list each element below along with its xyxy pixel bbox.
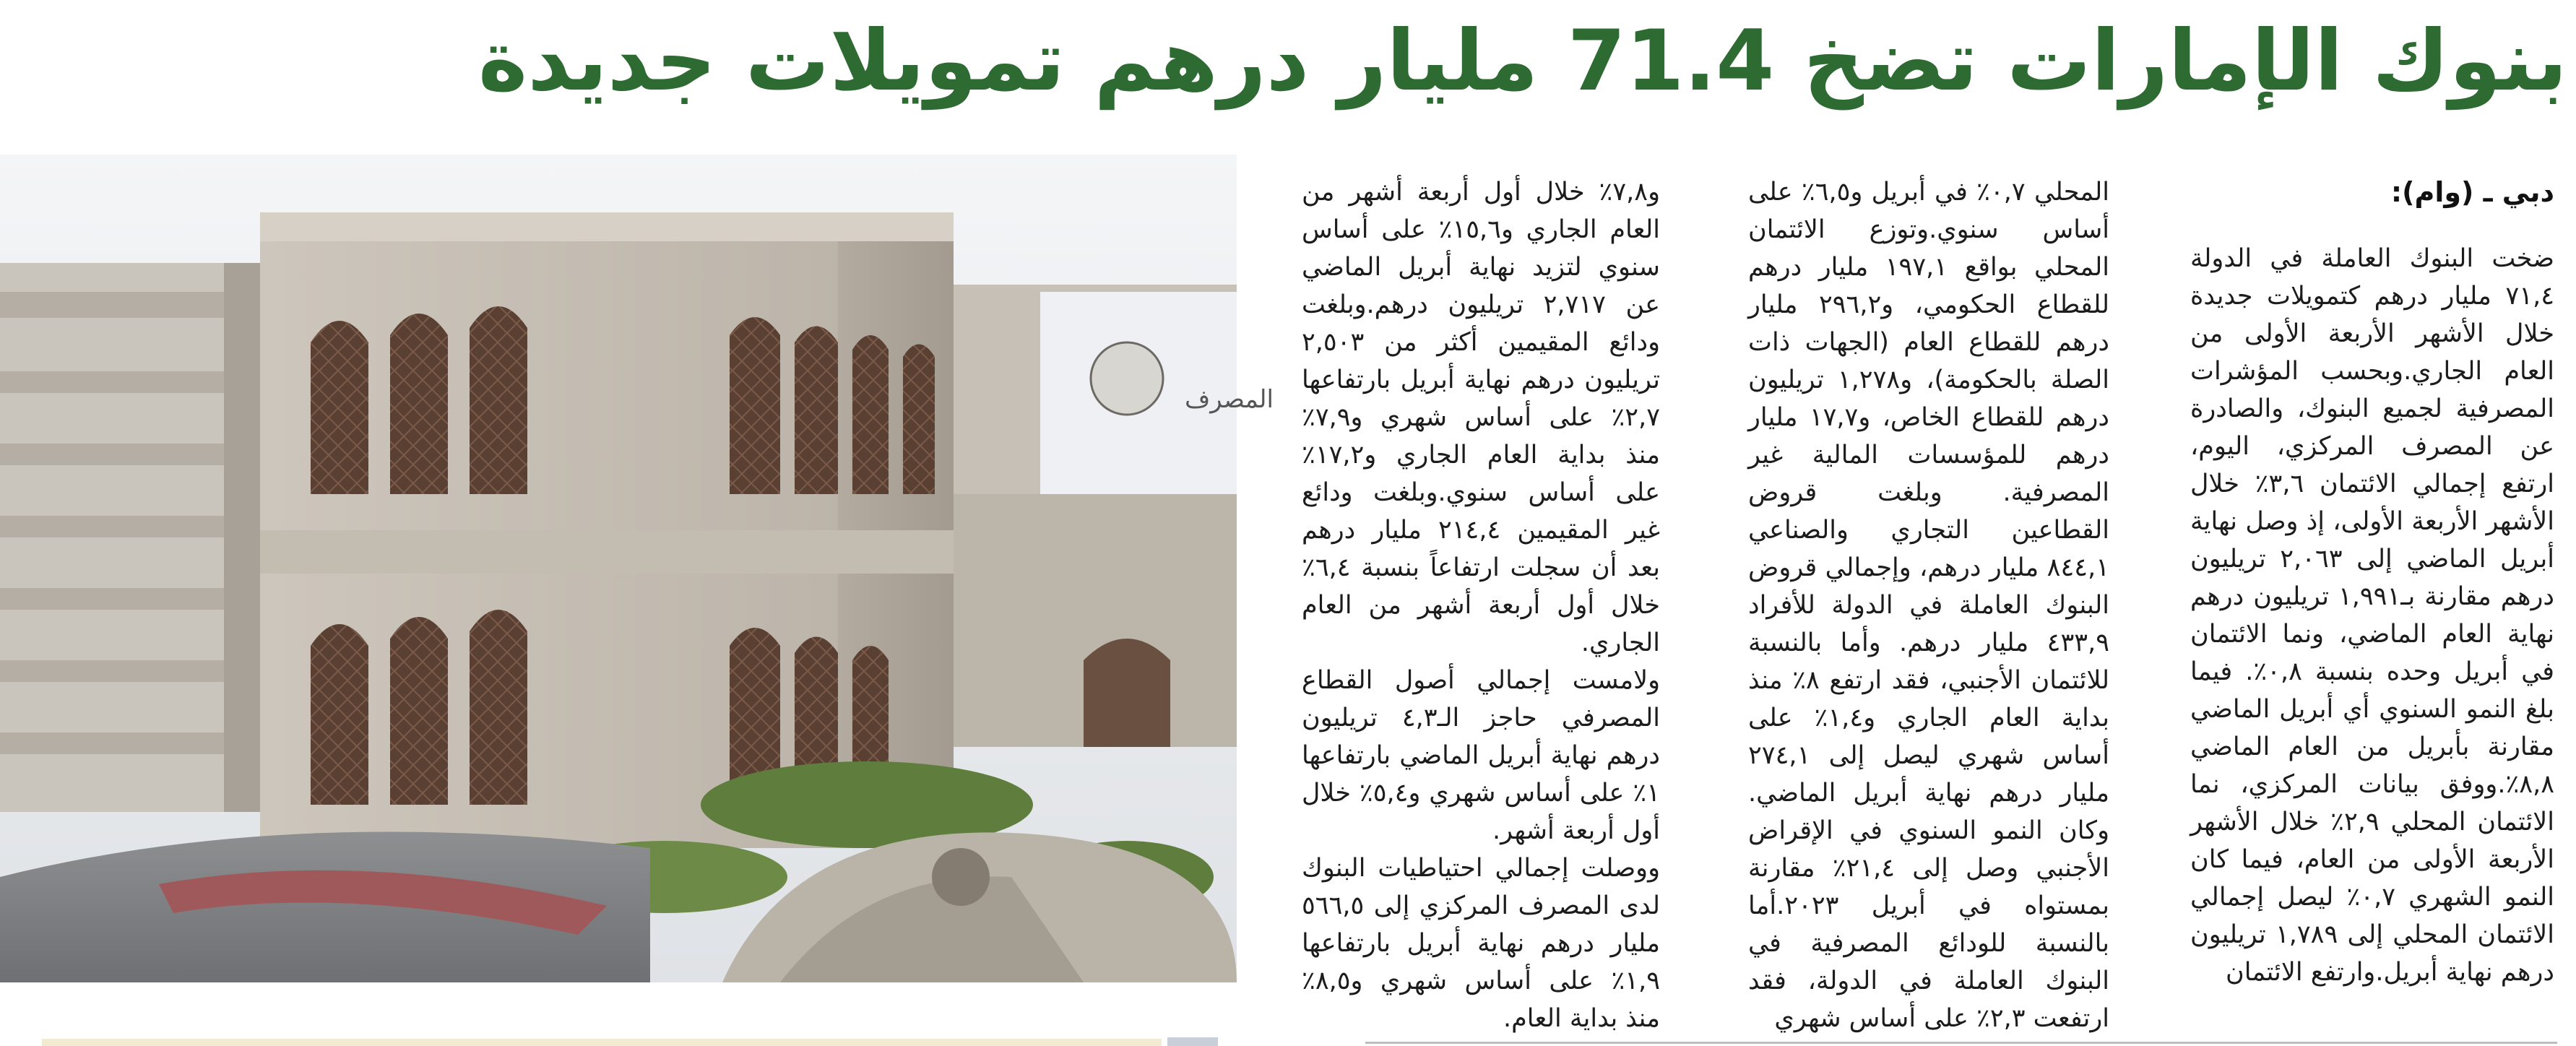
- article-column-2: [1748, 173, 2110, 1033]
- bottom-divider-rule: [1365, 1042, 2557, 1044]
- central-bank-building-photo: [0, 155, 1274, 982]
- dateline: دبي ـ (وام):: [2390, 176, 2554, 208]
- article-column-1: [2190, 173, 2554, 997]
- column-2-text: المحلي ٠,٧٪ في أبريل و٦,٥٪ على أساس سنوي.وتوزع الائتمان المحلي بواقع ١٩٧,١ مليار درهم للقطاع الحكومي، و٢٩٦,٢ مليار درهم للقطاع العام (الجهات ذات الصلة بالحكومة)، و١,٢٧٨ تريليون درهم للقطاع الخاص، و١٧,٧ مليار درهم للمؤسسات المالية غير المصرفية. وبلغت قروض القطاعين التجاري والصناعي ٨٤٤,١ مليار درهم، وإجمالي قروض البنوك العاملة في الدولة للأفراد ٤٣٣,٩ مليار درهم. وأما بالنسبة للائتمان الأجنبي، فقد ارتفع ٨٪ منذ بداية العام الجاري و١,٤٪ على أساس شهري ليصل إلى ٢٧٤,١ مليار درهم نهاية أبريل الماضي. وكان النمو السنوي في الإقراض الأجنبي وصل إلى ٢١,٤٪ مقارنة بمستواه في أبريل ٢٠٢٣.أما بالنسبة للودائع المصرفية في البنوك العاملة في الدولة، فقد ارتفعت ٢,٣٪ على أساس شهري: [1748, 178, 2110, 1033]
- main-building: [260, 212, 954, 848]
- left-building: [0, 263, 275, 812]
- article-column-3: [1302, 173, 1661, 1033]
- bottom-banner-strip: [42, 1039, 1162, 1046]
- column-3-paragraph-3: ووصلت إجمالي احتياطيات البنوك لدى المصرف المركزي إلى ٥٦٦,٥ مليار درهم نهاية أبريل بارتفاعها ١,٩٪ على أساس شهري و٨,٥٪ منذ بداية العام.: [1302, 854, 1660, 1033]
- banner-text: المصرف: [1185, 385, 1274, 414]
- column-3-paragraph-1: و٧,٨٪ خلال أول أربعة أشهر من العام الجاري و١٥,٦٪ على أساس سنوي لتزيد نهاية أبريل الماضي عن ٢,٧١٧ تريليون درهم.وبلغت ودائع المقيمين أكثر من ٢,٥٠٣ تريليون درهم نهاية أبريل بارتفاعها ٢,٧٪ على أساس شهري و٧,٩٪ منذ بداية العام الجاري و١٧,٢٪ على أساس سنوي.وبلغت ودائع غير المقيمين ٢١٤,٤ مليار درهم بعد أن سجلت ارتفاعاً بنسبة ٦,٤٪ خلال أول أربعة أشهر من العام الجاري.: [1302, 178, 1661, 657]
- column-1-text: ضخت البنوك العاملة في الدولة ٧١,٤ مليار درهم كتمويلات جديدة خلال الأشهر الأربعة الأولى من العام الجاري.وبحسب المؤشرات المصرفية لجميع البنوك، والصادرة عن المصرف المركزي، اليوم، ارتفع إجمالي الائتمان ٣,٦٪ خلال الأشهر الأربعة الأولى، إذ وصل نهاية أبريل الماضي إلى ٢,٠٦٣ تريليون درهم مقارنة بـ١,٩٩١ تريليون درهم نهاية العام الماضي، ونما الائتمان في أبريل وحده بنسبة ٠,٨٪. فيما بلغ النمو السنوي أي أبريل الماضي مقارنة بأبريل من العام الماضي ٨,٨٪.ووفق بيانات المركزي، نما الائتمان المحلي ٢,٩٪ خلال الأشهر الأربعة الأولى من العام، فيما كان النمو الشهري ٠,٧٪ ليصل إجمالي الائتمان المحلي إلى ١,٧٨٩ تريليون درهم نهاية أبريل.وارتفع الائتمان: [2190, 244, 2555, 987]
- right-wing: [954, 285, 1274, 747]
- article-headline: بنوك الإمارات تضخ 71.4 مليار درهم تمويلات جديدة: [477, 12, 2567, 110]
- column-3-paragraph-2: ولامست إجمالي أصول القطاع المصرفي حاجز الـ٤,٣ تريليون درهم نهاية أبريل الماضي بارتفاعها ١٪ على أساس شهري و٥,٤٪ خلال أول أربعة أشهر.: [1302, 666, 1661, 845]
- bottom-banner-tab: [1167, 1037, 1218, 1046]
